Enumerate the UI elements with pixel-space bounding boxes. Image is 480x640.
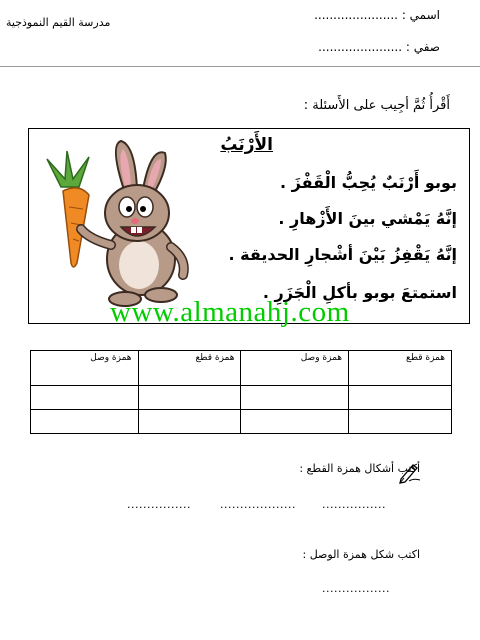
story-box xyxy=(28,128,470,324)
name-field xyxy=(314,8,440,22)
class-blank: ...................... xyxy=(318,40,403,54)
table-cell[interactable] xyxy=(138,386,241,410)
story-line-1: بوبو أَرْنَبٌ يُحِبُّ الْقَفْزَ . xyxy=(279,173,457,192)
answer-blank[interactable]: ................... xyxy=(220,498,296,511)
question-2-label: اكتب شكل همزة الوصل : xyxy=(302,548,420,561)
class-label: صفي : xyxy=(405,40,440,54)
answer-blank[interactable]: ................ xyxy=(127,498,191,511)
answer-blank[interactable]: ................. xyxy=(322,582,390,595)
table-header-cell: همزة قطع xyxy=(349,351,452,386)
header-divider xyxy=(0,66,480,67)
hamza-table xyxy=(30,350,452,434)
table-header-row xyxy=(31,351,452,386)
name-label: اسمي : xyxy=(401,8,440,22)
table-cell[interactable] xyxy=(31,410,139,434)
table-cell[interactable] xyxy=(241,386,349,410)
table-cell[interactable] xyxy=(241,410,349,434)
rabbit-illustration xyxy=(39,135,209,315)
table-row xyxy=(31,410,452,434)
table-cell[interactable] xyxy=(31,386,139,410)
table-header-cell: همزة وصل xyxy=(31,351,139,386)
question-1-label: أكتب أشكال همزة القطع : xyxy=(299,462,420,475)
table-cell[interactable] xyxy=(138,410,241,434)
name-blank: ...................... xyxy=(314,8,398,22)
watermark: www.almanahj.com xyxy=(110,296,350,328)
story-line-4: استمتعَ بوبو بأكلِ الْجَزَرِ . xyxy=(262,283,457,302)
table-cell[interactable] xyxy=(349,410,452,434)
table-cell[interactable] xyxy=(349,386,452,410)
table-header-cell: همزة وصل xyxy=(241,351,349,386)
story-line-3: إنَّهُ يَقْفِزُ بَيْنَ أشْجارِ الحديقة . xyxy=(228,245,457,264)
table-row xyxy=(31,386,452,410)
story-line-2: إنَّهُ يَمْشي بينَ الأَزْهارِ . xyxy=(278,209,457,228)
instruction-text: أَقْرأُ ثُمَّ أجِيب على الأَسئلة : xyxy=(303,98,450,113)
school-name: مدرسة القيم النموذجية xyxy=(6,16,111,29)
answer-blank[interactable]: ................ xyxy=(322,498,386,511)
story-title: الأَرْنَبُ xyxy=(220,135,273,155)
class-field xyxy=(318,40,440,54)
table-header-cell: همزة قطع xyxy=(138,351,241,386)
